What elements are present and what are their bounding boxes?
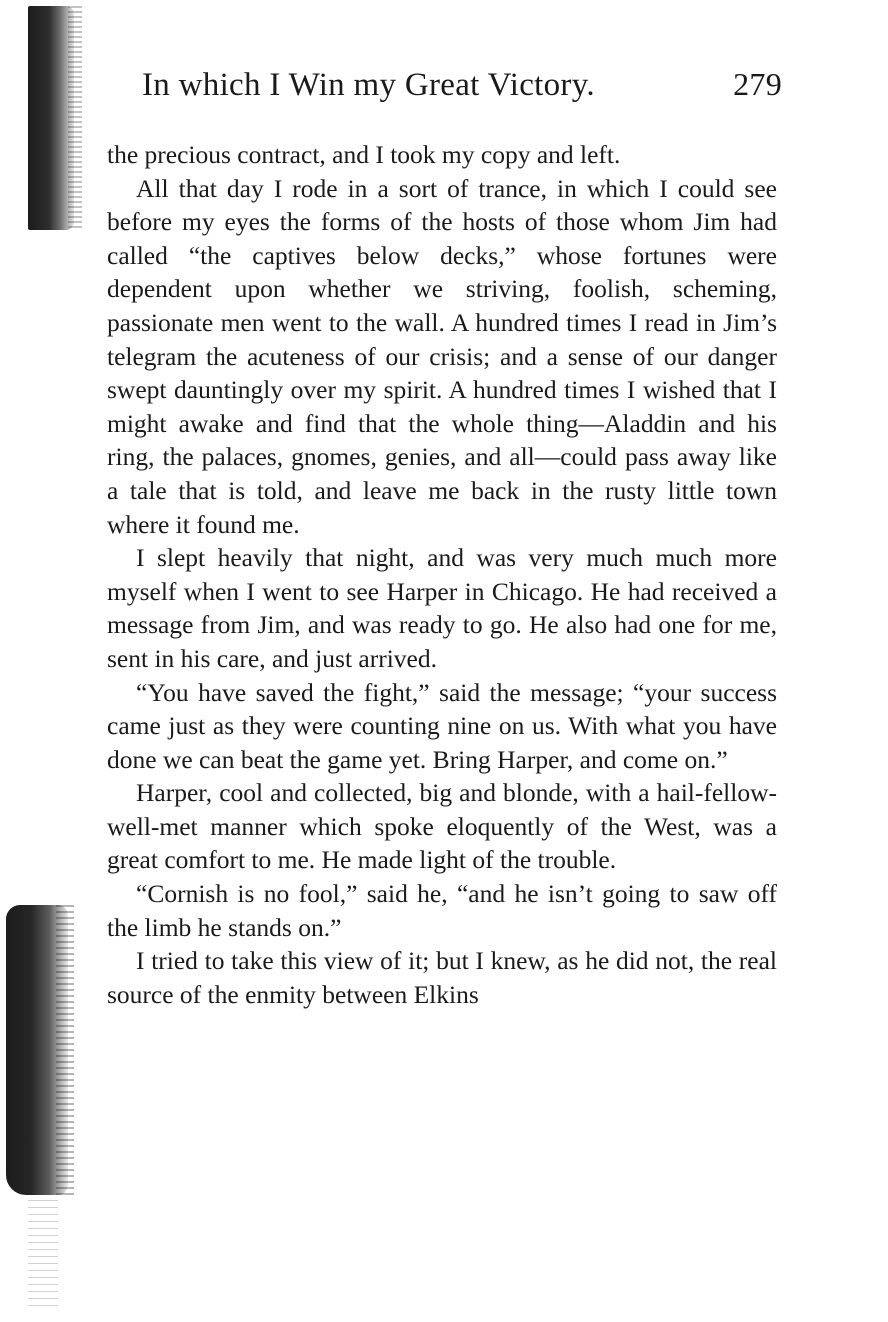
page-number: 279 — [733, 66, 782, 102]
paragraph: All that day I rode in a sort of trance, in which I could see before my eyes the forms of the hosts of those whom Jim had called “the captives below decks,” whose fortunes were dependent upon whether we striving, foolish, scheming, passionate men went to the wall. A hundred times I read in Jim’s telegram the acuteness of our crisis; and a sense of our danger swept dauntingly over my spirit. A hundred times I wished that I might awake and find that the whole thing—Aladdin and his ring, the palaces, gnomes, genies, and all—could pass away like a tale that is told, and leave me back in the rusty little town where it found me. — [107, 173, 777, 539]
scan-speckle — [28, 1200, 58, 1310]
paragraph: I slept heavily that night, and was very much much more myself when I went to see Harper in Chicago. He had received a message from Jim, and was ready to go. He also had one for me, sent in his care, and just arrived. — [107, 543, 777, 673]
paragraph: Harper, cool and collected, big and blonde, with a hail-fellow-well-met manner which spoke eloquently of the West, was a great comfort to me. He made light of the trouble. — [107, 778, 777, 875]
binding-shadow-top — [28, 6, 74, 230]
running-title: In which I Win my Great Victory. — [142, 67, 595, 103]
binding-shadow-bottom — [6, 905, 68, 1195]
body-text — [107, 138, 777, 1011]
paragraph: “You have saved the fight,” said the message; “your success came just as they were counting nine on us. With what you have done we can beat the game yet. Bring Harper, and come on.” — [107, 677, 777, 774]
paragraph: I tried to take this view of it; but I knew, as he did not, the real source of the enmity between Elkins — [107, 946, 777, 1009]
paragraph: “Cornish is no fool,” said he, “and he isn’t going to saw off the limb he stands on.” — [107, 879, 777, 942]
paragraph: the precious contract, and I took my copy and left. — [107, 140, 621, 169]
running-header — [142, 66, 782, 118]
